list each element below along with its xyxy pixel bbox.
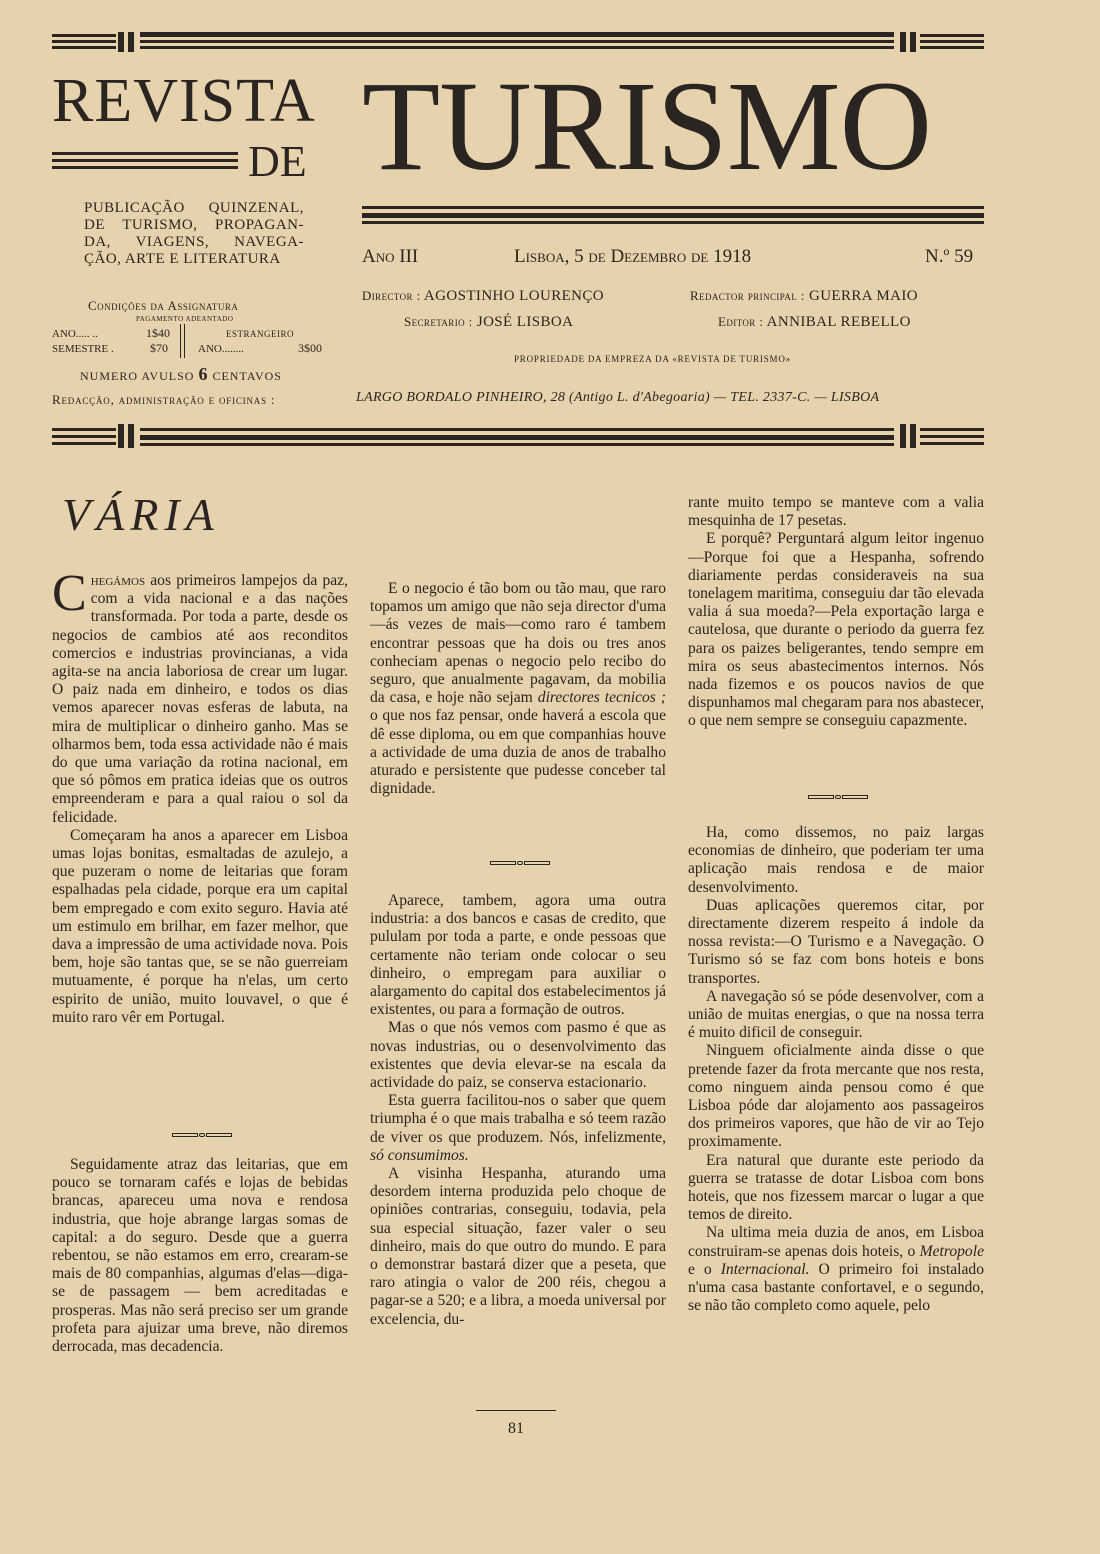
redactor-line [690,288,918,305]
paragraph-text: aos primeiros lampejos da paz, com a vida nacional e a das nações transformada. Por toda a parte, desde os negocios de cambios até aos reconditos comercios e industrias provincianas, a vida agita-se na ancia laboriosa de crear um lugar. O paiz nada em dinheiro, e todos os dias vemos aparecer novas esferas de labuta, na mira de multiplicar o dinheiro ganho. Mas se olharmos bem, toda essa actividade não é mais do que uma variação da rotina nacional, em que só pômos em pratica ideias que os outros empreenderam e para a qual raiou o sol da felicidade. [52,572,348,826]
section-ornament [172,1132,232,1140]
publication-line: ÇÃO, ARTE E LITERATURA [84,251,281,267]
paragraph-text: o que nos faz pensar, onde haverá a escola que dê esse diploma, ou em que companhias houve a actividade de uma duzia de anos de trabalho aturado e persistente que pudesse conceber tal dignidade. [370,707,666,798]
paragraph: rante muito tempo se manteve com a valia mesquinha de 17 pesetas. [688,494,984,530]
numero-avulso [80,364,282,385]
column-1 [52,565,348,1027]
footer-rule [476,1410,556,1411]
section-ornament [490,860,550,868]
issue-year: Ano III [362,246,419,267]
paragraph: Duas aplicações queremos citar, por directamente dizerem respeito á indole da nossa revista:—O Turismo e a Navegação. O Turismo só se faz com bons hoteis e bons transportes. [688,896,984,987]
masthead-revista: REVISTA [52,67,316,135]
paragraph: Aparece, tambem, agora uma outra industria: a dos bancos e casas de credito, que pululam por toda a parte, e onde pessoas que certamente não teriam onde colocar o seu dinheiro, o empregam para auxiliar o alargamento do capital dos estabelecimentos já existentes, ou para a formação de outros. [370,892,666,1019]
publication-line: DA, VIAGENS, NAVEGA- [84,234,304,250]
page-number: 81 [508,1420,524,1437]
paragraph: Seguidamente atraz das leitarias, que em pouco se tornaram cafés e lojas de bebidas brancas, apareceu uma nova e rendosa industria, que hoje abrange largas somas de capital: a do seguro. Desde que a guerra rebentou, se não estamos em erro, crearam-se mais de 80 companhias, algumas d'elas—diga-se de passagem — bem acreditadas e prosperas. Mas não será preciso ser um grande profeta para ajuizar uma breve, não diremos derrocada, mas decadencia. [52,1156,348,1356]
secretario-line [404,314,573,331]
column-1-continued [52,1156,348,1356]
price-estrangeiro-ano-value: 3$00 [298,341,322,355]
paragraph [370,1092,666,1165]
redactor-label: Redactor principal : [690,288,805,303]
editor-line [718,314,911,331]
conditions-title: Condições da Assignatura [88,298,239,313]
paragraph-text: e o [688,1260,721,1278]
numero-avulso-value: 6 [198,364,209,384]
paragraph [688,1224,984,1315]
numero-avulso-label: NUMERO AVULSO [80,369,195,383]
paragraph-text: Esta guerra facilitou-nos o saber que quem triumpha é o que mais trabalha e só teem razão de viver os que produzem. Nós, infelizmente, [370,1092,666,1146]
paragraph: Era natural que durante este periodo da guerra se tratasse de dotar Lisboa com bons hoteis, que nos fizessem marcar o lugar a que temos de direito. [688,1151,984,1224]
director-line [362,288,604,305]
price-semestre-label: SEMESTRE . [52,343,114,355]
secretario-label: Secretario : [404,314,473,329]
address: LARGO BORDALO PINHEIRO, 28 (Antigo L. d'Abegoaria) — TEL. 2337-C. — LISBOA [356,390,880,405]
paragraph-text: Na ultima meia duzia de anos, em Lisboa construiram-se apenas dois hoteis, o [688,1224,984,1260]
price-ano-label: ANO..... .. [52,328,98,340]
paragraph: Mas o que nós vemos com pasmo é que as novas industrias, ou o desenvolvimento das existentes que devia elevar-se na escala da actividade do paiz, se conserva estacionario. [370,1019,666,1092]
price-estrangeiro-label: ESTRANGEIRO [226,329,294,339]
conditions-subtitle: PAGAMENTO ADEANTADO [136,315,234,323]
paragraph: Ha, como dissemos, no paiz largas economias de dinheiro, que poderiam ter uma aplicação mais rendosa e de maior desenvolvimento. [688,824,984,896]
editor-label: Editor : [718,314,764,329]
italic-text: só consumimos. [370,1146,469,1164]
price-estrangeiro-ano-label: ANO........ [198,343,244,355]
director-label: Director : [362,288,421,303]
price-ano-value: 1$40 [146,326,170,340]
column-2 [370,580,666,798]
paragraph: A visinha Hespanha, aturando uma desordem interna produzida pelo choque de opiniões contrarias, conseguiu, todavia, pela sua especial situação, fazer valer o seu dinheiro, mais do que outro do mundo. E para o demonstrar bastará dizer que a peseta, que raro atingia o valor de 200 réis, chegou a pagar-se a 520; e a libra, a moeda universal por excelencia, du- [370,1165,666,1328]
italic-text: directores tecnicos ; [537,689,667,707]
paragraph-text: E o negocio é tão bom ou tão mau, que raro topamos um amigo que não seja director d'uma—ás vezes de mais—como raro é tambem encontrar pessoas que ha dois ou tres anos conheciam apenas o negocio pelo recibo do seguro, que anualmente pagavam, da mobilia da casa, e hoje não sejam [370,580,666,707]
lead-word: hegámos [90,572,146,589]
publication-description [84,200,304,268]
publication-line: PUBLICAÇÃO QUINZENAL, [84,200,304,216]
italic-text: Internacional. [720,1260,810,1278]
column-3 [688,494,984,731]
propriedade: PROPRIEDADE DA EMPREZA DA «REVISTA DE TURISMO» [514,354,791,364]
paragraph: Ninguem oficialmente ainda disse o que pretende fazer da frota mercante que nos resta, como ninguem ainda pensou como é que Lisboa póde dar alojamento aos passageiros dos primeiros vapores, que hão de vir ao Tejo proximamente. [688,1042,984,1151]
redactor-name: GUERRA MAIO [808,288,918,304]
section-ornament [808,794,868,802]
paragraph [52,565,348,827]
article-title: VÁRIA [62,489,220,540]
paragraph: A navegação só se póde desenvolver, com a união de muitas energias, o que na nossa terra é muito dificil de conseguir. [688,987,984,1042]
issue-date: Lisboa, 5 de Dezembro de 1918 [514,246,752,267]
paragraph: E porquê? Perguntará algum leitor ingenuo—Porque foi que a Hespanha, sofrendo diariamente perdas consideraveis na sua tonelagem maritima, conseguiu dar tão elevada valia á sua moeda?—Pela exportação larga e cautelosa, que durante o periodo da guerra fez para os paizes beligerantes, tendo sempre em mira os seus abastecimentos internos. Nós nada fizemos e os poucos navios de que dispunhamos mal chegaram para nos abastecer, o que nem sempre se conseguiu capazmente. [688,530,984,730]
redaccao-label: Redacção, administração e oficinas : [52,392,276,407]
director-name: AGOSTINHO LOURENÇO [423,288,605,304]
price-semestre-value: $70 [150,341,168,355]
masthead-de: DE [248,137,307,186]
drop-cap: C [52,565,87,622]
centavos-label: CENTAVOS [212,369,282,383]
column-2-continued [370,892,666,1329]
paragraph-text: O primeiro foi instalado n'uma casa bastante confortavel, e o segundo, se não tão completo como aquele, pelo [688,1260,985,1315]
italic-text: Metropole [919,1242,984,1260]
issue-number: N.º 59 [925,246,974,267]
paragraph [370,580,666,798]
column-3-continued [688,824,984,1315]
paragraph: Começaram ha anos a aparecer em Lisboa umas lojas bonitas, esmaltadas de azulejo, a que puzeram o nome de leitarias que foram espalhadas pela cidade, porque era um capital bem empregado e com exito seguro. Havia até um estimulo em brilhar, em fazer melhor, que dava a impressão de uma actividade nova. Pois bem, hoje são tantas que, se se não guerreiam mutuamente, é porque ha n'elas, um certo espirito de união, muito louvavel, o que é muito raro vêr em Portugal. [52,826,348,1026]
publication-line: DE TURISMO, PROPAGAN- [84,217,304,233]
editor-name: ANNIBAL REBELLO [766,314,911,330]
masthead-turismo: TURISMO [362,55,932,197]
secretario-name: JOSÉ LISBOA [476,314,574,330]
